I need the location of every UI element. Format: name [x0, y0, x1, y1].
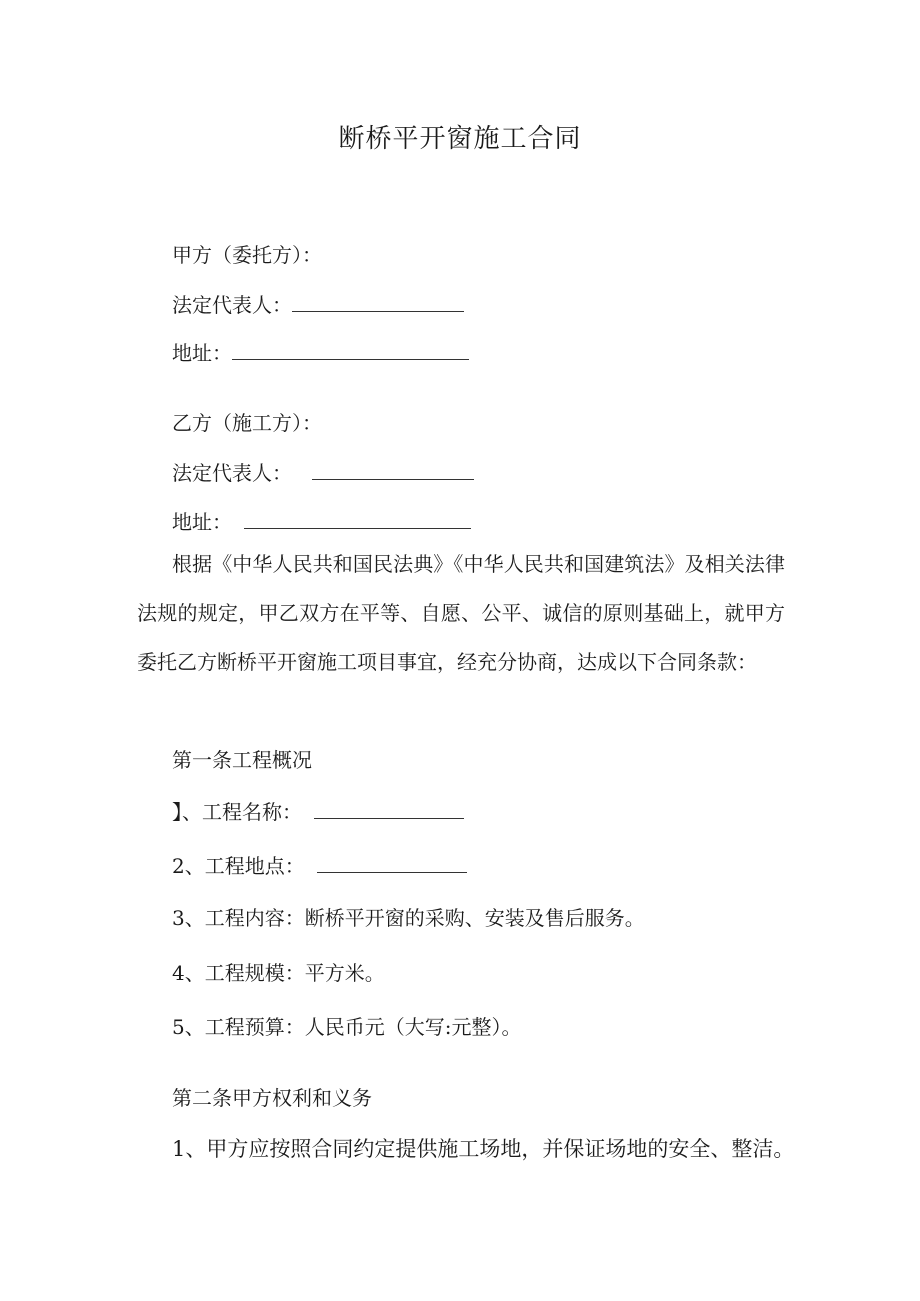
- party-a-addr-line: [172, 337, 469, 367]
- article-1-item-3: 3、工程内容：断桥平开窗的采购、安装及售后服务。: [172, 906, 645, 930]
- preamble-paragraph: 根据《中华人民共和国民法典》《中华人民共和国建筑法》及相关法律法规的规定，甲乙双方在平等、自愿、公平、诚信的原则基础上，就甲方委托乙方断桥平开窗施工项目事宜，经充分协商，达成以下合同条款：: [137, 552, 785, 674]
- article-1-item-2: [172, 850, 467, 880]
- party-b-addr-blank: [244, 506, 471, 529]
- party-b-addr-label: 地址：: [172, 510, 232, 534]
- party-b-addr-line: [172, 506, 471, 536]
- item-2-label: 2、工程地点：: [172, 854, 305, 878]
- party-b-heading: 乙方（施工方）：: [172, 411, 322, 435]
- party-a-addr-blank: [232, 337, 469, 360]
- item-1-label: 】、工程名称：: [172, 800, 302, 824]
- project-name-blank: [314, 796, 464, 819]
- article-1-heading: 第一条工程概况: [172, 748, 312, 772]
- party-a-rep-blank: [292, 289, 464, 312]
- article-2-heading: 第二条甲方权利和义务: [172, 1086, 372, 1110]
- project-location-blank: [317, 850, 467, 873]
- article-2-item-1: 1、甲方应按照合同约定提供施工场地，并保证场地的安全、整洁。: [172, 1137, 795, 1161]
- document-title: 断桥平开窗施工合同: [338, 124, 582, 154]
- party-a-addr-label: 地址：: [172, 341, 232, 365]
- party-a-rep-label: 法定代表人：: [172, 293, 292, 317]
- article-1-item-4: 4、工程规模：平方米。: [172, 961, 385, 985]
- party-a-rep-line: [172, 289, 464, 319]
- party-a-heading: 甲方（委托方）：: [172, 243, 322, 267]
- party-b-rep-label: 法定代表人：: [172, 461, 292, 485]
- article-1-item-5: 5、工程预算：人民币元（大写:元整）。: [172, 1015, 522, 1039]
- party-b-rep-blank: [312, 457, 474, 480]
- party-b-rep-line: [172, 457, 474, 487]
- article-1-item-1: [172, 796, 464, 826]
